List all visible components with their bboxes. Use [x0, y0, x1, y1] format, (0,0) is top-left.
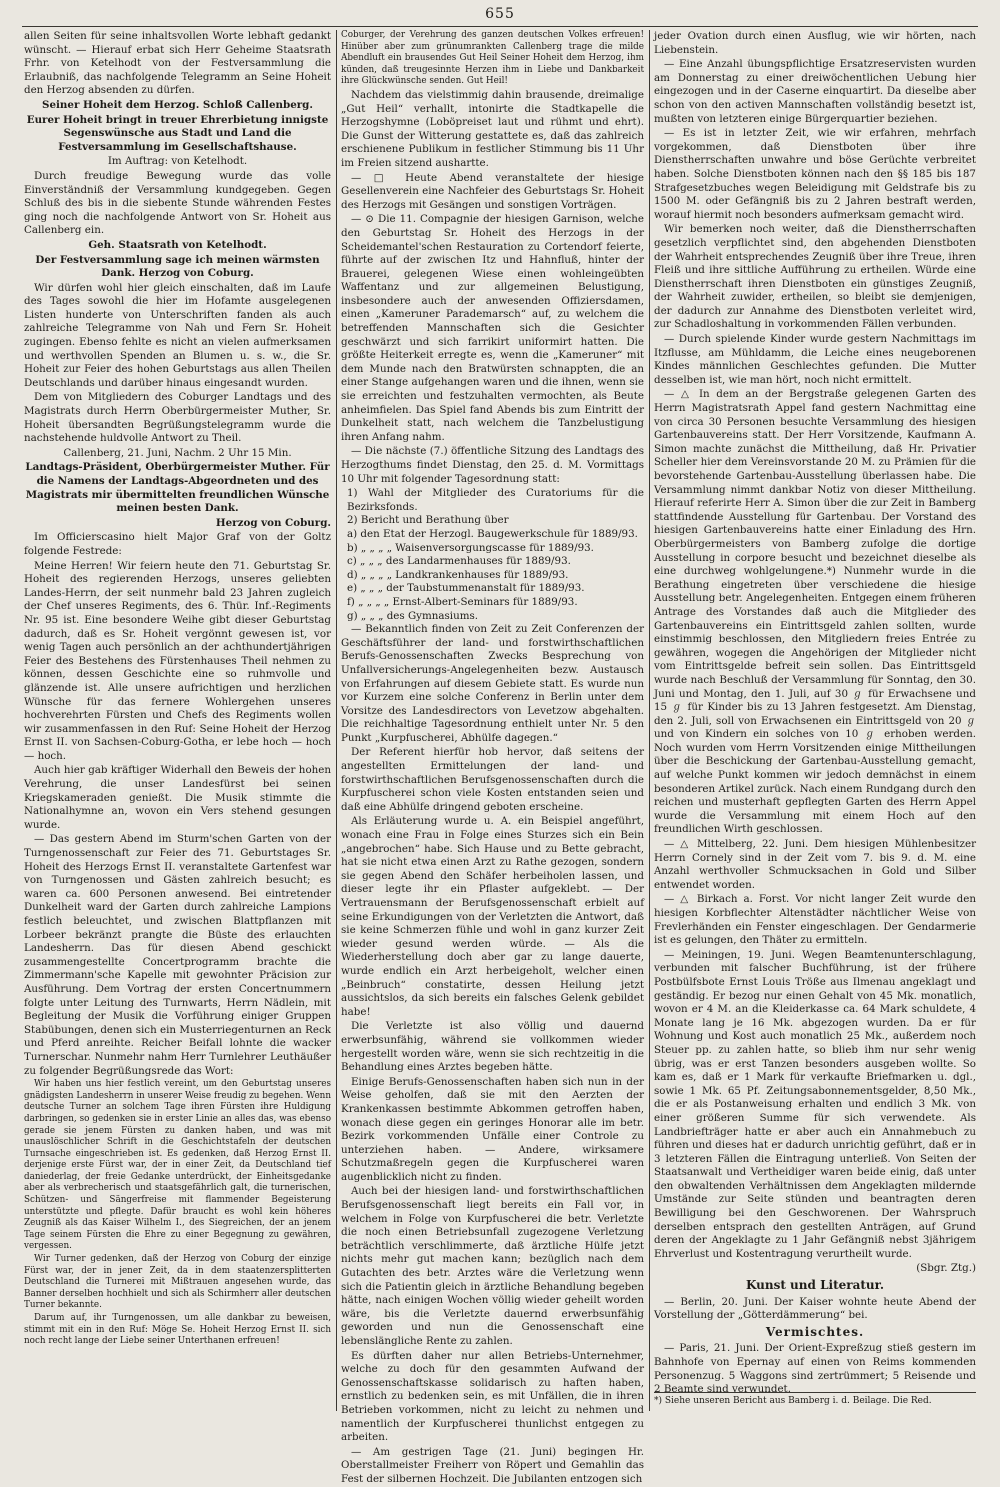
signature: Herzog von Coburg. — [215, 516, 331, 529]
page-number: 655 — [485, 6, 515, 22]
paragraph: — Eine Anzahl übungspflichtige Ersatzreservisten wurden am Donnerstag zu einer dreiwöchentlichen Uebung hier eingezogen und in der Caserne einquartirt. Da dieselbe aber schon von den activen Mannschaften vollständig besetzt ist, mußten von letzteren einige Bürgerquartier beziehen. — [654, 58, 976, 125]
paragraph: — Das gestern Abend im Sturm'schen Garten von der Turngenossenschaft zur Feier des 71. Geburtstages Sr. Hoheit des Herzogs Ernst II. veranstaltete Gartenfest war von Turngenossen und Gästen zahlreich besucht; es waren ca. 600 Personen anwesend. Bei eintretender Dunkelheit ward der Garten durch zahlreiche Lampions festlich beleuchtet, und zwischen Blattpflanzen mit Lorbeer bekränzt prangte die Büste des erlauchten Landesherrn. Das für diesen Abend geschickt zusammengestellte Concertprogramm brachte die Zimmermann'sche Kapelle mit gewohnter Präcision zur Ausführung. Dem Vortrag der ersten Concertnummern folgte unter Leitung des Turnwarts, Herrn Nädlein, mit Begleitung der Musik die Vorführung einiger Gruppen Stabübungen, denen sich ein Musterriegenturnen an Reck und Pferd anreihte. Reicher Beifall lohnte die wacker Turnerschar. Nunmehr nahm Herr Turnlehrer Leuthäußer zu folgender Begrüßungsrede das Wort: — [24, 833, 331, 1077]
paragraph: Wir dürfen wohl hier gleich einschalten, daß im Laufe des Tages sowohl die hier im Hofamte ausgelegenen Listen hunderte von Unterschriften fanden als auch zahlreiche Telegramme von Nah und Fern Sr. Hoheit zugingen. Ebenso fehlte es nicht an vielen aufmerksamen und werthvollen Spenden an Blumen u. s. w., die Sr. Hoheit zur Feier des hohen Geburtstags aus allen Theilen Deutschlands und darüber hinaus eingesandt wurden. — [24, 281, 331, 389]
reply-text: Der Festversammlung sage ich meinen wärmsten Dank. Herzog von Coburg. — [35, 253, 320, 280]
paragraph: Durch freudige Bewegung wurde das volle Einverständniß der Versammlung kundgegeben. Gegen Schluß des bis in die siebente Stunde währenden Festes ging noch die nachfolgende Antwort von Sr. Hoheit aus Callenberg ein. — [24, 169, 331, 237]
column-divider — [336, 30, 337, 1411]
reply-text: Landtags-Präsident, Oberbürgermeister Muther. Für die Namens der Landtags-Abgeordneten und des Magistrats mir übermittelten freundlichen Wünsche meinen besten Dank. — [25, 461, 330, 515]
paragraph: Als Erläuterung wurde u. A. ein Beispiel angeführt, wonach eine Frau in Folge eines Sturzes sich ein Bein „angebrochen“ habe. Sich Hause und zu Bette gebracht, hat sie nicht etwa einen Arzt zu Rathe gezogen, sondern sie gegen Abend den Schäfer herbeiholen lassen, und dieser legte ihr ein Pflaster aufgeklebt. — Der Vertrauensmann der Berufsgenossenschaft erbielt auf seine Erkundigungen von der Verletzten die Antwort, daß sie keine Schmerzen fühle und wohl in ganz kurzer Zeit wieder gesund werden würde. — Als die Wiederherstellung doch aber gar zu lange dauerte, wurde endlich ein Arzt herbeigeholt, welcher einen „Beinbruch“ constatirte, dessen Heilung jetzt aussichtslos, da sich bereits ein falsches Gelenk gebildet habe! — [341, 815, 644, 1018]
paragraph: jeder Ovation durch einen Ausflug, wie wir hörten, nach Liebenstein. — [654, 30, 976, 56]
paragraph: Der Referent hierfür hob hervor, daß seitens der angestellten Ermittelungen der land- und forstwirthschaftlichen Berufsgenossenschaften durch die Kurpfuscherei schon viele Kosten entstanden seien und daß eine Abhülfe dringend geboten erscheine. — [341, 746, 644, 813]
paragraph: Die Verletzte ist also völlig und dauernd erwerbsunfähig, während sie vollkommen wieder hergestellt worden wäre, wenn sie sich rechtzeitig in die Behandlung eines Arztes begeben hätte. — [341, 1020, 644, 1074]
paragraph: — △ Birkach a. Forst. Vor nicht langer Zeit wurde den hiesigen Korbflechter Altenstädter nächtlicher Weise von Frevlerhänden ein Fenster eingeschlagen. Der Gendarmerie ist es gelungen, den Thäter zu ermitteln. — [654, 893, 976, 947]
paragraph: Nachdem das vielstimmig dahin brausende, dreimalige „Gut Heil“ verhallt, intonirte die Stadtkapelle die Herzogshymne (Loböpreiset laut und rühmt und ehrt). Die Gunst der Witterung gestattete es, daß das zahlreich erschienene Publikum in festlicher Stimmung bis 11 Uhr im Freien sitzend aushartte. — [341, 88, 644, 169]
agenda-item: g) „ „ „ des Gymnasiums. — [347, 609, 479, 622]
paragraph: — Berlin, 20. Juni. Der Kaiser wohnte heute Abend der Vorstellung der „Götterdämmerung“ bei. — [654, 1295, 976, 1322]
paragraph: — Durch spielende Kinder wurde gestern Nachmittags im Itzflusse, am Mühldamm, die Leiche eines neugeborenen Kindes männlichen Geschlechtes gefunden. Die Mutter desselben ist, wie man hört, noch nicht ermittelt. — [654, 333, 976, 386]
speech-small: Wir haben uns hier festlich vereint, um den Geburtstag unseres gnädigsten Landesherrn in unserer Weise freudig zu begehen. Wenn deutsche Turner an solchem Tage ihren Fürsten ihre Huldigung darbringen, so gedenken sie in erster Linie an alles das, was ebenso gerade sie jenem Fürsten zu danken haben, und was mit unauslöschlicher Schrift in die Geschichtstafeln der deutschen Turnsache eingeschrieben ist. Es gedenken, daß Herzog Ernst II. derjenige erste Fürst war, der in einer Zeit, da Deutschland tief daniederlag, der freie Gedanke unterdrückt, der Einheitsgedanke aber als verbrecherisch und staatsgefährlich galt, die turnerischen, Schützen- und Sängerfreise mit flammender Begeisterung unterstützte und pflegte. Dafür braucht es wohl kein höheres Zeugniß als das Kaiser Wilhelm I., des Siegreichen, der an jenem Tage seinem Fürsten die Ehre zu einer Begegnung zu gewähren, vergessen. — [24, 1079, 331, 1252]
reply-address: Geh. Staatsrath von Ketelhodt. — [88, 238, 267, 251]
paragraph: — Es ist in letzter Zeit, wie wir erfahren, mehrfach vorgekommen, daß Dienstboten über ihre Dienstherrschaften unwahre und böse Gerüchte verbreitet haben. Solche Dienstboten können nach den §§ 185 bis 187 Strafgesetzbuches wegen Beleidigung mit Geldstrafe bis zu 1500 M. oder Gefängniß bis zu 2 Jahren bestraft werden, worauf hiermit noch besonders aufmerksam gemacht wird. — [654, 127, 976, 221]
column-left — [24, 30, 331, 1413]
agenda-item: f) „ „ „ „ Ernst-Albert-Seminars für 1889/93. — [347, 595, 578, 608]
column-divider — [649, 30, 650, 1411]
paragraph: Dem von Mitgliedern des Coburger Landtags und des Magistrats durch Herrn Oberbürgermeister Muther, Sr. Hoheit übersandten Begrüßungstelegramm wurde die nachstehende huldvolle Antwort zu Theil. — [24, 391, 331, 445]
agenda-list — [341, 487, 644, 623]
source-credit: (Sbgr. Ztg.) — [916, 1262, 976, 1275]
paragraph: Einige Berufs-Genossenschaften haben sich nun in der Weise geholfen, daß sie mit den Aerzten der Krankenkassen bestimmte Abkommen getroffen haben, wonach diese gegen ein geringes Honorar alle im betr. Bezirk vorkommenden Unfälle einer Controle zu unterziehen haben. — Andere, wirksamere Schutzmaßregeln gegen die Kurpfuscherei waren augenblicklich nicht zu finden. — [341, 1075, 644, 1183]
agenda-item: 1) Wahl der Mitglieder des Curatoriums für die Bezirksfonds. — [347, 487, 644, 513]
paragraph: Im Officierscasino hielt Major Graf von der Goltz folgende Festrede: — [24, 531, 331, 557]
paragraph: — Am gestrigen Tage (21. Juni) begingen Hr. Oberstallmeister Freiherr von Röpert und Gemahlin das Fest der silbernen Hochzeit. Die Jubilanten entzogen sich — [341, 1445, 644, 1485]
dateline: Callenberg, 21. Juni, Nachm. 2 Uhr 15 Min. — [63, 446, 292, 459]
telegram-text: Eurer Hoheit bringt in treuer Ehrerbietung innigste Segenswünsche aus Stadt und Land die Festversammlung im Gesellschaftshause. — [26, 113, 329, 153]
paragraph: — □ Heute Abend veranstaltete der hiesige Gesellenverein eine Nachfeier des Geburtstags Sr. Hoheit des Herzogs mit Gesängen und sonstigen Vorträgen. — [341, 171, 644, 211]
section-heading: Vermischtes. — [765, 1324, 865, 1339]
agenda-item: a) den Etat der Herzogl. Baugewerkschule für 1889/93. — [347, 527, 638, 540]
paragraph: — △ Mittelberg, 22. Juni. Dem hiesigen Mühlenbesitzer Herrn Cornely sind in der Zeit vom 7. bis 9. d. M. eine Anzahl werthvoller Schmucksachen in Gold und Silber entwendet worden. — [654, 838, 976, 891]
speech-small: Darum auf, ihr Turngenossen, um alle dankbar zu beweisen, stimmt mit ein in den Ruf: Möge Se. Hoheit Herzog Ernst II. sich noch recht lange der Liebe seiner Unterthanen erfreuen! — [24, 1313, 331, 1347]
speech-small: Wir Turner gedenken, daß der Herzog von Coburg der einzige Fürst war, der in jener Zeit, da in dem staatenzersplitterten Deutschland die Turnerei mit Mißtrauen angesehen wurde, das Banner derselben hochhielt und sich als Schirmherr aller deutschen Turner bekannte. — [24, 1254, 331, 1311]
paragraph: — ⊙ Die 11. Compagnie der hiesigen Garnison, welche den Geburtstag Sr. Hoheit des Herzogs in der Scheidemantel'schen Restauration zu Cortendorf feierte, führte auf der zwischen Itz und Hahnfluß, hinter der Brauerei, gelegenen Wiese einen wohleingeübten Waffentanz und zur allgemeinen Belustigung, insbesondere auch der anwesenden Offiziersdamen, einen „Kameruner Parademarsch“ auf, zu welchem die betreffenden Mannschaften sich die Gesichter geschwärzt und sich farrikirt uniformirt hatten. Die größte Heiterkeit erregte es, wenn die „Kameruner“ mit dem Munde nach den Bratwürsten schnappten, die an einer Stange aufgehangen waren und die ihnen, wenn sie sie erreichten und festzuhalten vermochten, als Beute anheimfielen. Das Spiel fand Abends bis zum Eintritt der Dunkelheit statt, nach welchem die Tanzbelustigung ihren Anfang nahm. — [341, 213, 644, 443]
paragraph: Es dürften daher nur allen Betriebs-Unternehmer, welche zu doch für den gesammten Aufwand der Genossenschaftskasse solidarisch zu haften haben, ernstlich zu bedenken sein, es mit Unfällen, die in ihren Betrieben vorkommen, nicht zu leicht zu nehmen und namentlich der Kurpfuscherei thunlichst entgegen zu arbeiten. — [341, 1349, 644, 1444]
paragraph: — Paris, 21. Juni. Der Orient-Expreßzug stieß gestern im Bahnhofe von Epernay auf einen von Reims kommenden Personenzug. 5 Waggons sind zertrümmert; 5 Reisende und 2 Beamte sind verwundet. — [654, 1342, 976, 1396]
speech: Meine Herren! Wir feiern heute den 71. Geburtstag Sr. Hoheit des regierenden Herzogs, unseres geliebten Landes-Herrn, der seit nunmehr bald 23 Jahren zugleich der Chef unseres Regiments, des 6. Thür. Inf.-Regiments Nr. 95 ist. Eine besondere Weihe gibt dieser Geburtstag dadurch, daß es Sr. Hoheit vergönnt gewesen ist, vor wenig Tagen auch persönlich an der achthundertjährigen Feier des Bestehens des Fürstenhauses Theil nehmen zu können, dessen Geschichte eine so ruhmvolle und glänzende ist. Alle unsere aufrichtigen und herzlichen Wünsche für das fernere Wohlergehen unseres hochverehrten Fürsten und Chefs des Regiments wollen wir zusammenfassen in den Ruf: Seine Hoheit der Herzog Ernst II. von Sachsen-Coburg-Gotha, er lebe hoch — hoch — hoch. — [24, 559, 331, 762]
paragraph: — Die nächste (7.) öffentliche Sitzung des Landtags des Herzogthums findet Dienstag, den 25. d. M. Vormittags 10 Uhr mit folgender Tagesordnung statt: — [341, 445, 644, 485]
agenda-item: b) „ „ „ „ Waisenversorgungscasse für 1889/93. — [347, 541, 594, 554]
paragraph: Auch hier gab kräftiger Widerhall den Beweis der hohen Verehrung, die unser Landesfürst bei seinen Kriegskameraden genießt. Die Musik stimmte die Nationalhymne an, wovon ein Vers stehend gesungen wurde. — [24, 764, 331, 831]
column-middle — [341, 30, 644, 1485]
telegram-signature: Im Auftrag: von Ketelhodt. — [107, 155, 248, 168]
footnote: *) Siehe unseren Bericht aus Bamberg i. d. Beilage. Die Red. — [654, 1392, 976, 1406]
top-rule — [22, 26, 978, 27]
speech-small: Coburger, der Verehrung des ganzen deutschen Volkes erfreuen! Hinüber aber zum grünumrankten Callenberg trage die milde Abendluft ein brausendes Gut Heil Seiner Hoheit dem Herzog, ihm künden, daß treugesinnte Herzen ihm in Liebe und Dankbarkeit ihre Glückwünsche senden. Gut Heil! — [341, 30, 644, 87]
agenda-item: c) „ „ „ des Landarmenhauses für 1889/93. — [347, 555, 571, 568]
agenda-item: d) „ „ „ „ Landkrankenhauses für 1889/93. — [347, 568, 569, 581]
paragraph: allen Seiten für seine inhaltsvollen Worte lebhaft gedankt wünscht. — Hierauf erbat sich Herr Geheime Staatsrath Frhr. von Ketelhodt von der Festversammlung die Erlaubniß, das nachfolgende Telegramm an Seine Hoheit den Herzog absenden zu dürfen. — [24, 30, 331, 97]
paragraph: — Meiningen, 19. Juni. Wegen Beamtenunterschlagung, verbunden mit falscher Buchführung, ist der frühere Postbülfsbote Ernst Louis Tröße aus Ilmenau angeklagt und geständig. Er bezog nur einen Gehalt von 45 Mk. monatlich, wovon er 4 M. an die Kleiderkasse ca. 64 Mark schuldete, 4 Monate lang je 16 Mk. abgezogen wurden. Da er für Wohnung und Kost auch monatlich 25 Mk., außerdem noch Steuer pp. zu zahlen hatte, so blieb ihm nur sehr wenig übrig, was er erst Tanzen besonders ausgeben wollte. So kam es, daß er 1 Mark für verkaufte Briefmarken u. dgl., sowie 1 Mk. 65 Pf. Zeitungsabonnementsgelder, 8,50 Mk., die er als Postanweisung erhalten und endlich 3 Mk. von einer größeren Summe für sich verwendete. Als Landbriefträger hatte er aber auch ein Annahmebuch zu führen und dieses hat er dadurch unrichtig geführt, daß er in 3 letzteren Fällen die Eintragung unterließ. Von Seiten der Staatsanwalt und Vertheidiger waren beide einig, daß unter den obwaltenden Verhältnissen dem Angeklagten mildernde Umstände zur Seite stünden und beantragten deren Bewilligung bei den Geschworenen. Der Wahrspruch derselben entsprach den gestellten Anträgen, auf Grund deren der Angeklagte zu 1 Jahr Gefängniß nebst 3jährigem Ehrverlust und Kostentragung verurtheilt wurde. — [654, 948, 976, 1260]
paragraph: Auch bei der hiesigen land- und forstwirthschaftlichen Berufsgenossenschaft liegt bereits ein Fall vor, in welchem in Folge von Kurpfuscherei die betr. Verletzte die noch einen Betriebsunfall zugezogene Verletzung beträchtlich verschlimmerte, daß ärztliche Hülfe jetzt nichts mehr gut machen kann; bezüglich nach dem Gutachten des betr. Arztes wäre die Verletzung wenn sich die Patientin gleich in ärztliche Behandlung begeben hätte, nach einigen Wochen völlig wieder geheilt worden wäre, bis die Verletzte dauernd erwerbsunfähig geworden und nun die Genossenschaft eine lebenslängliche Rente zu zahlen. — [341, 1185, 644, 1347]
paragraph: Wir bemerken noch weiter, daß die Dienstherrschaften gesetzlich verpflichtet sind, den abgehenden Dienstboten der Wahrheit entsprechendes Zeugniß über ihre Treue, ihren Fleiß und ihre sittliche Aufführung zu ertheilen. Würde eine Dienstherrschaft ihren Dienstboten ein günstiges Zeugniß, der Wahrheit zuwider, ertheilen, so bleibt sie demjenigen, der dadurch zur Annahme des Dienstboten verleitet wird, zur Schadloshaltung in vorkommenden Fällen verbunden. — [654, 223, 976, 331]
telegram-address: Seiner Hoheit dem Herzog. Schloß Callenberg. — [42, 98, 313, 111]
paragraph: — △ In dem an der Bergstraße gelegenen Garten des Herrn Magistratsrath Appel fand gestern Nachmittag eine von circa 30 Personen besuchte Versammlung des hiesigen Gartenbauvereins statt. Der Herr Vorsitzende, Kaufmann A. Simon machte zunächst die Mittheilung, daß Hr. Privatier Scheller hier dem Vereinsvorstande 20 M. zu Prämien für die bevorstehende Gartenbau-Ausstellung überlassen habe. Die Versammlung nimmt dankbar Notiz von dieser Mittheilung. Hierauf referirte Herr A. Simon über die zur Zeit in Bamberg stattfindende Ausstellung für Gartenbau. Der Vorstand des hiesigen Gartenbauvereins hatte einer Einladung des Hrn. Oberbürgermeisters von Bamberg zufolge die dortige Ausstellung in corpore besucht und bezeichnet dieselbe als eine durchweg wohlgelungene.*) Nunmehr wurde in die Berathung eingetreten über verschiedene die hiesige Ausstellung betr. Angelegenheiten. Entgegen einem früheren Antrage des Vorstandes daß auch die Mitglieder des Gartenbauvereins ein Eintrittsgeld zahlen sollten, wurde einstimmig beschlossen, den Mitgliedern freies Entrée zu gewähren, wogegen die Angehörigen der Mitglieder nicht vom Eintrittsgelde befreit sein sollen. Das Eintrittsgeld wurde nach Beschluß der Versammlung für Sonntag, den 30. Juni und Montag, den 1. Juli, auf 30 ℊ für Erwachsene und 15 ℊ für Kinder bis zu 13 Jahren festgesetzt. Am Dienstag, den 2. Juli, soll von Erwachsenen ein Eintrittsgeld von 20 ℊ und von Kindern ein solches von 10 ℊ erhoben werden. Noch wurden vom Herrn Vorsitzenden einige Mittheilungen über die Beschickung der Gartenbau-Ausstellung gemacht, auf welche Punkt kommen wir jedoch demnächst in einem besonderen Artikel zurück. Nach einem Rundgang durch den reichen und musterhaft gepflegten Garten des Herrn Appel wurde die Versammlung mit einem Hoch auf den freundlichen Wirth geschlossen. — [654, 388, 976, 836]
paragraph: — Bekanntlich finden von Zeit zu Zeit Conferenzen der Geschäftsführer der land- und forstwirthschaftlichen Berufs-Genossenschaften Zwecks Besprechung von Unfallversicherungs-Angelegenheiten bezw. Austausch von Erfahrungen auf diesem Gebiete statt. Es wurde nun vor Kurzem eine solche Conferenz in Berlin unter dem Vorsitze des Landesdirectors von Levetzow abgehalten. Die reichhaltige Tagesordnung enthielt unter Nr. 5 den Punkt „Kurpfuscherei, Abhülfe dagegen.“ — [341, 623, 644, 744]
agenda-item: 2) Bericht und Berathung über — [347, 514, 509, 527]
section-heading: Kunst und Literatur. — [745, 1278, 885, 1293]
agenda-item: e) „ „ „ der Taubstummenanstalt für 1889/93. — [347, 582, 585, 595]
column-right — [654, 30, 976, 1413]
